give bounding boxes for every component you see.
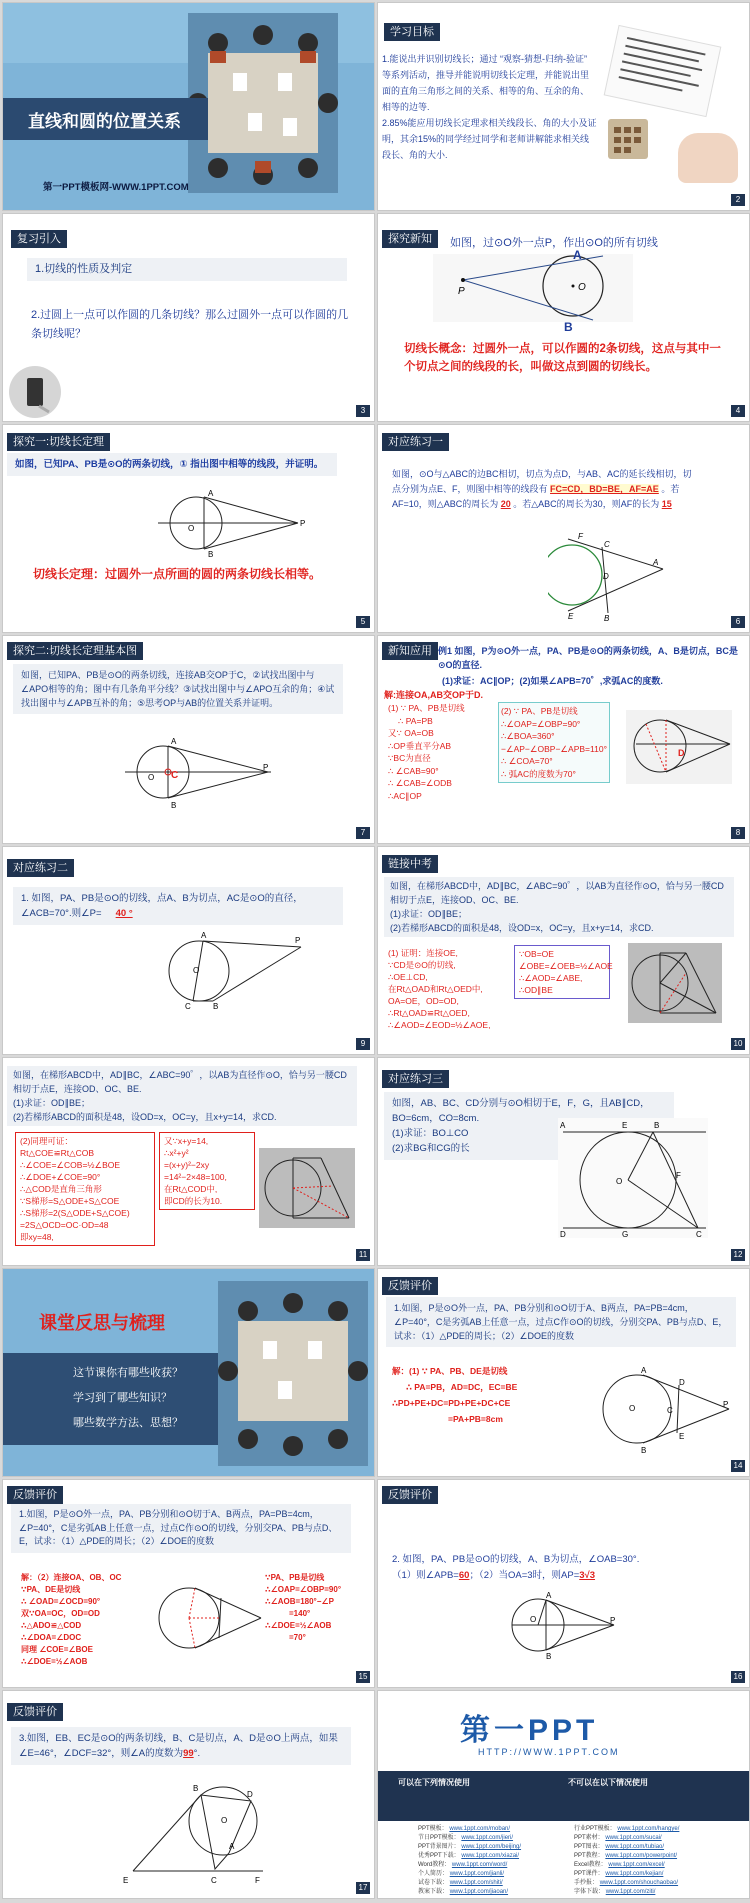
svg-text:A: A	[546, 1591, 552, 1600]
slide-9[interactable]	[2, 846, 375, 1055]
slide-12-header: 对应练习三	[382, 1070, 449, 1088]
link-row[interactable]: PPT图表： www.1ppt.com/tubiao/	[574, 1844, 665, 1850]
link-row[interactable]: 优秀PPT下载： www.1ppt.com/xiazai/	[418, 1853, 520, 1859]
reflection-title: 课堂反思与梳理	[39, 1313, 165, 1333]
svg-text:B: B	[213, 1002, 219, 1009]
slide-6-header: 对应练习一	[382, 433, 449, 451]
slide-1-subtitle: 第一PPT模板网-WWW.1PPT.COM	[43, 182, 189, 193]
svg-text:P: P	[723, 1400, 729, 1409]
link-row[interactable]: PPT素材： www.1ppt.com/sucai/	[574, 1835, 662, 1841]
slide-5-header: 探究一:切线长定理	[7, 433, 110, 451]
svg-text:D: D	[603, 572, 609, 581]
hand-illustration	[678, 133, 738, 183]
example-1: 例1 如图，P为⊙O外一点，PA、PB是⊙O的两条切线，A、B是切点，BC是⊙O的直径.	[438, 646, 738, 670]
slide-15-question: 1.如图，P是⊙O外一点，PA、PB分别和⊙O切于A、B两点，PA=PB=4cm，∠P=40°，C是劣弧AB上任意一点，过点C作⊙O的切线，分别交PA、PB与点D、E，试求：（1）△PDE的周长；（2）∠DOE的度数	[11, 1504, 351, 1553]
reflection-questions: 这节课你有哪些收获？ 学习到了哪些知识？ 哪些数学方法、思想？	[73, 1367, 183, 1429]
tangent-figure-4	[163, 929, 303, 1009]
svg-text:B: B	[641, 1446, 647, 1455]
link-row[interactable]: 字体下载： www.1ppt.com/ziti/	[574, 1889, 656, 1895]
svg-text:E: E	[123, 1876, 129, 1885]
can-use-heading: 可以在下列情况使用	[398, 1778, 470, 1787]
svg-text:A: A	[201, 931, 207, 940]
slide-3-q2: 2.过圆上一点可以作圆的几条切线？那么过圆外一点可以作圆的几条切线呢？	[31, 309, 349, 340]
svg-text:A: A	[208, 489, 214, 498]
slide-3-header: 复习引入	[11, 230, 67, 248]
calculator-illustration	[608, 119, 648, 159]
slide-17-header: 反馈评价	[7, 1703, 63, 1721]
answer-apb: 60	[458, 1570, 470, 1581]
tangent-figure-6	[153, 1572, 263, 1667]
answer-angle-a: 99	[183, 1748, 194, 1759]
slide-18[interactable]	[377, 1690, 750, 1899]
ppt-url: HTTP://WWW.1PPT.COM	[478, 1747, 620, 1757]
meeting-photo	[188, 13, 338, 193]
svg-text:D: D	[247, 1790, 253, 1799]
slide-10-header: 链接中考	[382, 855, 438, 873]
link-row[interactable]: 节日PPT模板： www.1ppt.com/jieri/	[418, 1835, 514, 1841]
tangent-length-theorem: 切线长定理：过圆外一点所画的圆的两条切线长相等。	[33, 567, 322, 581]
meeting-table-illustration-2	[218, 1281, 368, 1466]
slide-9-header: 对应练习二	[7, 859, 74, 877]
q-part-3: 。若△ABC的周长为30，则AF的长为	[513, 499, 660, 509]
svg-text:O: O	[616, 1177, 623, 1186]
q-part-1: 如图，⊙O与△ABC的边BC相切，切点为点D，与AB、AC的延长线相切，切点分别为点E、F，则图中相等的线段有	[392, 469, 692, 494]
svg-text:F: F	[676, 1171, 681, 1180]
slide-9-number: 9	[356, 1038, 370, 1050]
goal-1: 1.能说出并识别切线长；通过 “观察-猜想-归纳-验证” 等系列活动，推导并能说明切线长定理，并能说出里面的直角三角形之间的关系、相等的角、互余的角、相等的边等.	[382, 54, 590, 112]
slide-3-q1: 1.切线的性质及判定	[27, 258, 347, 281]
tangent-figure-2	[148, 487, 308, 559]
link-row[interactable]: 教案下载： www.1ppt.com/jiaoan/	[418, 1889, 509, 1895]
slide-7-question: 如图，已知PA、PB是⊙O的两条切线，连接AB交OP于C，②试找出图中与∠APO相等的角；图中有几条角平分线？③试找出图中与∠APO互余的角；④试找出图中与∠APB互补的角；⑤思考OP与AB的位置关系并证明。	[13, 664, 343, 714]
answer-angle-p: 40 °	[115, 908, 133, 919]
slide-12[interactable]	[377, 1057, 750, 1266]
triangle-incircle-figure	[548, 517, 668, 621]
slide-8-number: 8	[731, 827, 745, 839]
label-O: O	[578, 282, 586, 293]
svg-text:O: O	[221, 1816, 228, 1825]
slide-2-body	[382, 51, 597, 163]
svg-text:C: C	[211, 1876, 217, 1885]
svg-text:B: B	[208, 550, 214, 559]
tangent-figure-8	[123, 1771, 273, 1886]
links-right	[574, 1825, 679, 1897]
tangent-figure-3	[123, 732, 273, 812]
slide-8[interactable]	[377, 635, 750, 844]
slide-14-solution: 解：(1) ∵ PA、PB、DE是切线 ∴ PA=PB，AD=DC，EC=BE ∴PD+PE+DC=PD+PE+DC+CE =PA+PB=8cm	[392, 1366, 518, 1424]
slide-2-header: 学习目标	[384, 23, 440, 41]
svg-text:A: A	[653, 558, 659, 567]
svg-text:G: G	[622, 1230, 629, 1238]
tangent-figure-7	[498, 1590, 618, 1660]
slide-6-number: 6	[731, 616, 745, 628]
tangent-length-definition: 切线长概念：过圆外一点，可以作圆的2条切线，这点与其中一个切点之间的线段的长，叫做这点到圆的切线长。	[404, 343, 721, 373]
answer-ap: 3√3	[579, 1570, 596, 1581]
answer-equal-segments: FC=CD，BD=BE，AF=AE	[550, 484, 659, 494]
slide-6[interactable]	[377, 424, 750, 633]
svg-text:O: O	[148, 773, 155, 782]
phone-illustration	[9, 366, 61, 418]
svg-text:D: D	[678, 748, 685, 758]
slide-11-question: 如图，在梯形ABCD中，AD∥BC，∠ABC=90゜，以AB为直径作⊙O，恰与另一腰CD相切于点E，连接OD、OC、BE. (1)求证：OD∥BE； (2)若梯形ABCD的面积是48，设OD=x，OC=y，且x+y=14，求CD.	[7, 1066, 357, 1126]
slide-10-proof-1: (1) 证明：连接OE, ∵CD是⊙O的切线, ∴OE⊥CD, 在Rt△OAD和Rt△OED中, OA=OE，OD=OD, ∴Rt△OAD≌Rt△OED, ∴∠AOD=∠EOD=½∠AOE,	[384, 945, 514, 1033]
slide-14-question: 1.如图，P是⊙O外一点，PA、PB分别和⊙O切于A、B两点，PA=PB=4cm，∠P=40°，C是劣弧AB上任意一点，过点C作⊙O的切线，分别交PA、PB与点D、E，试求：（1）△PDE的周长；（2）∠DOE的度数	[386, 1297, 736, 1347]
label-A: A	[573, 248, 582, 262]
svg-text:O: O	[629, 1404, 636, 1413]
slide-5-number: 5	[356, 616, 370, 628]
link-row[interactable]: 个人简历： www.1ppt.com/jianli/	[418, 1871, 505, 1877]
trapezoid-figure-panel	[628, 943, 722, 1023]
tangent-figure-5	[593, 1363, 733, 1455]
svg-text:F: F	[578, 532, 583, 541]
trapezoid-figure-panel-2	[259, 1148, 355, 1228]
slide-8-header: 新知应用	[382, 642, 438, 660]
goal-2: 2.85%能应用切线长定理求相关线段长、角的大小及证明，其余15%的同学经过同学和老师讲解能求相关线段长、角的大小.	[382, 118, 597, 160]
ppt-logo: 第一PPT	[460, 1714, 599, 1747]
svg-text:F: F	[255, 1876, 260, 1885]
slide-4-question: 如图，过⊙O外一点P，作出⊙O的所有切线	[450, 237, 658, 249]
svg-text:B: B	[171, 801, 177, 810]
answer-af: 15	[661, 499, 672, 509]
slide-12-number: 12	[731, 1249, 745, 1261]
calculator-icon	[608, 119, 648, 159]
q-part-2: 。若AF=10，则△ABC的周长为	[392, 484, 680, 509]
svg-text:B: B	[546, 1652, 552, 1660]
svg-text:D: D	[560, 1230, 566, 1238]
slide-11[interactable]	[2, 1057, 375, 1266]
link-row[interactable]: PPT课件： www.1ppt.com/kejian/	[574, 1871, 664, 1877]
slide-11-proof-right: 又∵x+y=14, ∴x²+y² =(x+y)²−2xy =14²−2×48=100, 在Rt△COD中, 即CD的长为10.	[159, 1132, 255, 1210]
svg-text:B: B	[654, 1121, 660, 1130]
svg-text:P: P	[610, 1616, 616, 1625]
slide-16-header: 反馈评价	[382, 1486, 438, 1504]
svg-text:C: C	[604, 540, 610, 549]
svg-text:A: A	[229, 1842, 235, 1851]
slide-16-question: 2. 如图，PA、PB是⊙O的切线，A、B为切点，∠OAB=30°. （1）则∠APB=60；（2）当OA=3时，则AP=3√3	[392, 1554, 640, 1581]
solution-intro: 解:连接OA,AB交OP于D.	[384, 690, 484, 700]
svg-text:P: P	[263, 763, 269, 772]
slide-14[interactable]	[377, 1268, 750, 1477]
slide-10-number: 10	[731, 1038, 745, 1050]
svg-text:E: E	[622, 1121, 628, 1130]
slide-2-number: 2	[731, 194, 745, 206]
svg-text:O: O	[530, 1615, 537, 1624]
solution-part-2: (2) ∵ PA、PB是切线 ∴∠OAP=∠OBP=90° ∴∠BOA=360°−∠AP−∠OBP−∠APB=110° ∴ ∠COA=70° ∴ 弧AC的度数为70°	[498, 702, 610, 783]
meeting-photo-2	[218, 1281, 368, 1466]
svg-text:E: E	[568, 612, 574, 621]
link-row[interactable]: PPT背景图片： www.1ppt.com/beijing/	[418, 1844, 522, 1850]
document-icon	[605, 26, 717, 115]
label-P: P	[458, 286, 465, 297]
trapezoid-figure-2	[259, 1148, 355, 1228]
svg-text:B: B	[604, 614, 610, 621]
slide-1[interactable]	[2, 2, 375, 211]
svg-text:P: P	[300, 519, 306, 528]
svg-text:O: O	[188, 524, 195, 533]
slide-14-header: 反馈评价	[382, 1277, 438, 1295]
slide-10-proof-2: ∵OB=OE ∠OBE=∠OEB=½∠AOE ∴∠AOD=∠ABE, ∴OD∥BE	[514, 945, 610, 999]
svg-text:C: C	[667, 1406, 673, 1415]
phone-icon	[9, 366, 61, 418]
slide-13[interactable]	[2, 1268, 375, 1477]
link-row[interactable]: PPT模板： www.1ppt.com/moban/	[418, 1826, 511, 1832]
slide-15-header: 反馈评价	[7, 1486, 63, 1504]
svg-text:A: A	[171, 737, 177, 746]
svg-text:D: D	[679, 1378, 685, 1387]
slide-17-number: 17	[356, 1882, 370, 1894]
slide-1-title: 直线和圆的位置关系	[28, 112, 181, 131]
slide-11-proof-left: (2)同理可证： Rt△COE≌Rt△COB ∴∠COE=∠COB=½∠BOE ∴∠DOE+∠COE=90° ∴△COD是直角三角形 ∵S梯形=S△ODE+S△COE ∴S梯形=2(S△ODE+S△COE) =2S△OCD=OC·OD=48 即xy=48,	[15, 1132, 155, 1246]
slide-7[interactable]	[2, 635, 375, 844]
slide-14-number: 14	[731, 1460, 745, 1472]
link-row[interactable]: 试卷下载： www.1ppt.com/shiti/	[418, 1880, 503, 1886]
link-row[interactable]: PPT教程： www.1ppt.com/powerpoint/	[574, 1853, 678, 1859]
trapezoid-figure	[628, 943, 722, 1023]
example-1-ask: (1)求证：AC∥OP；(2)如果∠APB=70゜,求弧AC的度数.	[442, 676, 663, 686]
solution-part-1: (1) ∵ PA、PB是切线 ∴ PA=PB 又∵ OA=OB ∴OP垂直平分AB ∵BC为直径 ∴ ∠CAB=90° ∴ ∠CAB=∠ODB ∴AC∥OP	[388, 703, 465, 801]
paper-illustration	[604, 25, 722, 117]
slide-15-solution-right: ∵PA、PB是切线 ∴∠OAP=∠OBP=90° ∴∠AOB=180°−∠P =140° ∴∠DOE=½∠AOB =70°	[265, 1573, 342, 1642]
slide-10-question: 如图，在梯形ABCD中，AD∥BC，∠ABC=90゜，以AB为直径作⊙O，恰与另一腰CD相切于点E，连接OD、OC、BE. (1)求证：OD∥BE； (2)若梯形ABCD的面积是48，设OD=x，OC=y，且x+y=14，求CD.	[384, 877, 734, 937]
slide-15-solution-left: 解：（2）连接OA、OB、OC ∵PA、DE是切线 ∴ ∠OAD=∠OCD=90° 双∵OA=OC，OD=OD ∴△ADO≌△COD ∴∠DOA=∠DOC 同理 ∠COE=∠BOE ∴∠DOE=½∠AOB	[21, 1573, 122, 1666]
answer-perimeter: 20	[500, 499, 511, 509]
svg-text:E: E	[679, 1432, 685, 1441]
link-row[interactable]: Excel教程： www.1ppt.com/excel/	[574, 1862, 665, 1868]
svg-text:C: C	[171, 770, 179, 781]
slide-10[interactable]	[377, 846, 750, 1055]
slide-16[interactable]	[377, 1479, 750, 1688]
slide-6-question	[392, 467, 692, 512]
slide-4-number: 4	[731, 405, 745, 417]
slide-11-number: 11	[356, 1249, 370, 1261]
slide-7-header: 探究二:切线长定理基本图	[7, 642, 143, 660]
svg-text:C: C	[185, 1002, 191, 1009]
parallel-tangent-figure	[558, 1118, 708, 1238]
meeting-table-illustration	[188, 13, 338, 193]
slide-5-question: 如图，已知PA、PB是⊙O的两条切线，① 指出图中相等的线段，并证明。	[7, 453, 337, 476]
example-1-figure	[626, 710, 732, 784]
slide-7-number: 7	[356, 827, 370, 839]
slide-5[interactable]	[2, 424, 375, 633]
svg-text:C: C	[696, 1230, 702, 1238]
slide-4[interactable]	[377, 213, 750, 422]
slide-16-number: 16	[731, 1671, 745, 1683]
cannot-use-heading: 不可以在以下情况使用	[568, 1778, 648, 1787]
label-B: B	[564, 320, 573, 334]
slide-2[interactable]	[377, 2, 750, 211]
links-left	[418, 1825, 521, 1897]
slide-3[interactable]	[2, 213, 375, 422]
slide-3-number: 3	[356, 405, 370, 417]
slide-17[interactable]	[2, 1690, 375, 1899]
slide-12-question: 如图，AB、BC、CD分别与⊙O相切于E，F，G，且AB∥CD，BO=6cm，CO=8cm. (1)求证：BO⊥CO (2)求BG和CG的长	[384, 1092, 674, 1160]
slide-15-number: 15	[356, 1671, 370, 1683]
svg-text:A: A	[560, 1121, 566, 1130]
slide-4-header: 探究新知	[382, 230, 438, 248]
link-row[interactable]: 手抄报： www.1ppt.com/shouchaobao/	[574, 1880, 679, 1886]
svg-text:P: P	[295, 936, 301, 945]
svg-text:O: O	[193, 966, 200, 975]
slide-9-question: 1. 如图，PA、PB是⊙O的切线，点A、B为切点，AC是⊙O的直径，∠ACB=70°.则∠P= 40 °	[13, 887, 343, 925]
svg-text:B: B	[193, 1784, 199, 1793]
link-row[interactable]: 行业PPT模板： www.1ppt.com/hangye/	[574, 1826, 680, 1832]
slide-17-question: 3.如图，EB、EC是⊙O的两条切线，B、C是切点，A、D是⊙O上两点，如果∠E=46°，∠DCF=32°，则∠A的度数为99°.	[11, 1727, 351, 1765]
slide-15[interactable]	[2, 1479, 375, 1688]
link-row[interactable]: Word教程： www.1ppt.com/word/	[418, 1862, 508, 1868]
svg-text:A: A	[641, 1366, 647, 1375]
